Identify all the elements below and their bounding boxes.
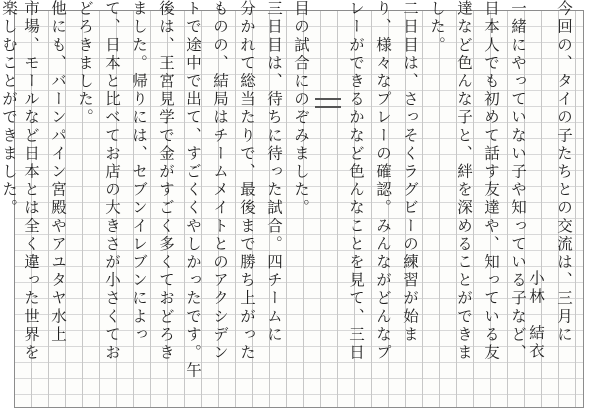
essay-line-1: 今回の、タイの子たちとの交流は、三月に [555, 0, 573, 344]
essay-line-4: 達など色んな子と、絆を深めることができま [455, 0, 473, 362]
essay-line-16: て、日本と比べてお店の大きさが小さくてお [103, 0, 121, 362]
essay-line-14: 後は、王宮見学で金がすごく多くておどろき [157, 0, 175, 362]
essay-line-7: り、様々なプレーの確認。みんながどんなプ [374, 0, 392, 362]
essay-line-18: 他にも、バーンパイン宮殿やアユタヤ水上 [49, 0, 67, 344]
author-name: 小林 結衣 [527, 270, 545, 361]
essay-line-15: ました。帰りには、セブンイレブンによっ [130, 0, 148, 344]
essay-line-6: 二日目は、さっそくラグビーの練習が始ま [401, 0, 419, 344]
essay-line-2: 一緒にやっていない子や知っている子など、 [509, 0, 527, 362]
essay-line-13: トで途中で出て、すごくくやしかったです。午 [184, 0, 202, 381]
essay-line-19: 市場、モールなど日本とは全く違った世界を [22, 0, 40, 362]
essay-line-5: した。 [428, 0, 446, 55]
center-fold-mark [315, 98, 341, 108]
essay-line-3: 日本人でも初めて話す友達や、知っている友 [482, 0, 500, 362]
essay-line-8: レーができるかなど色んなことを見て、三日 [347, 0, 365, 362]
essay-line-17: どろきました。 [76, 0, 94, 127]
essay-line-10: 三日目は、待ちに待った試合。四チームに [265, 0, 283, 344]
essay-line-9: 目の試合にのぞみました。 [292, 0, 310, 218]
essay-line-12: ものの、結局はチームメイトとのアクシデン [211, 0, 229, 362]
essay-line-11: 分かれて総当たりで、最後まで勝ち上がった [238, 0, 256, 362]
essay-line-20: 楽しむことができました。 [0, 0, 18, 218]
